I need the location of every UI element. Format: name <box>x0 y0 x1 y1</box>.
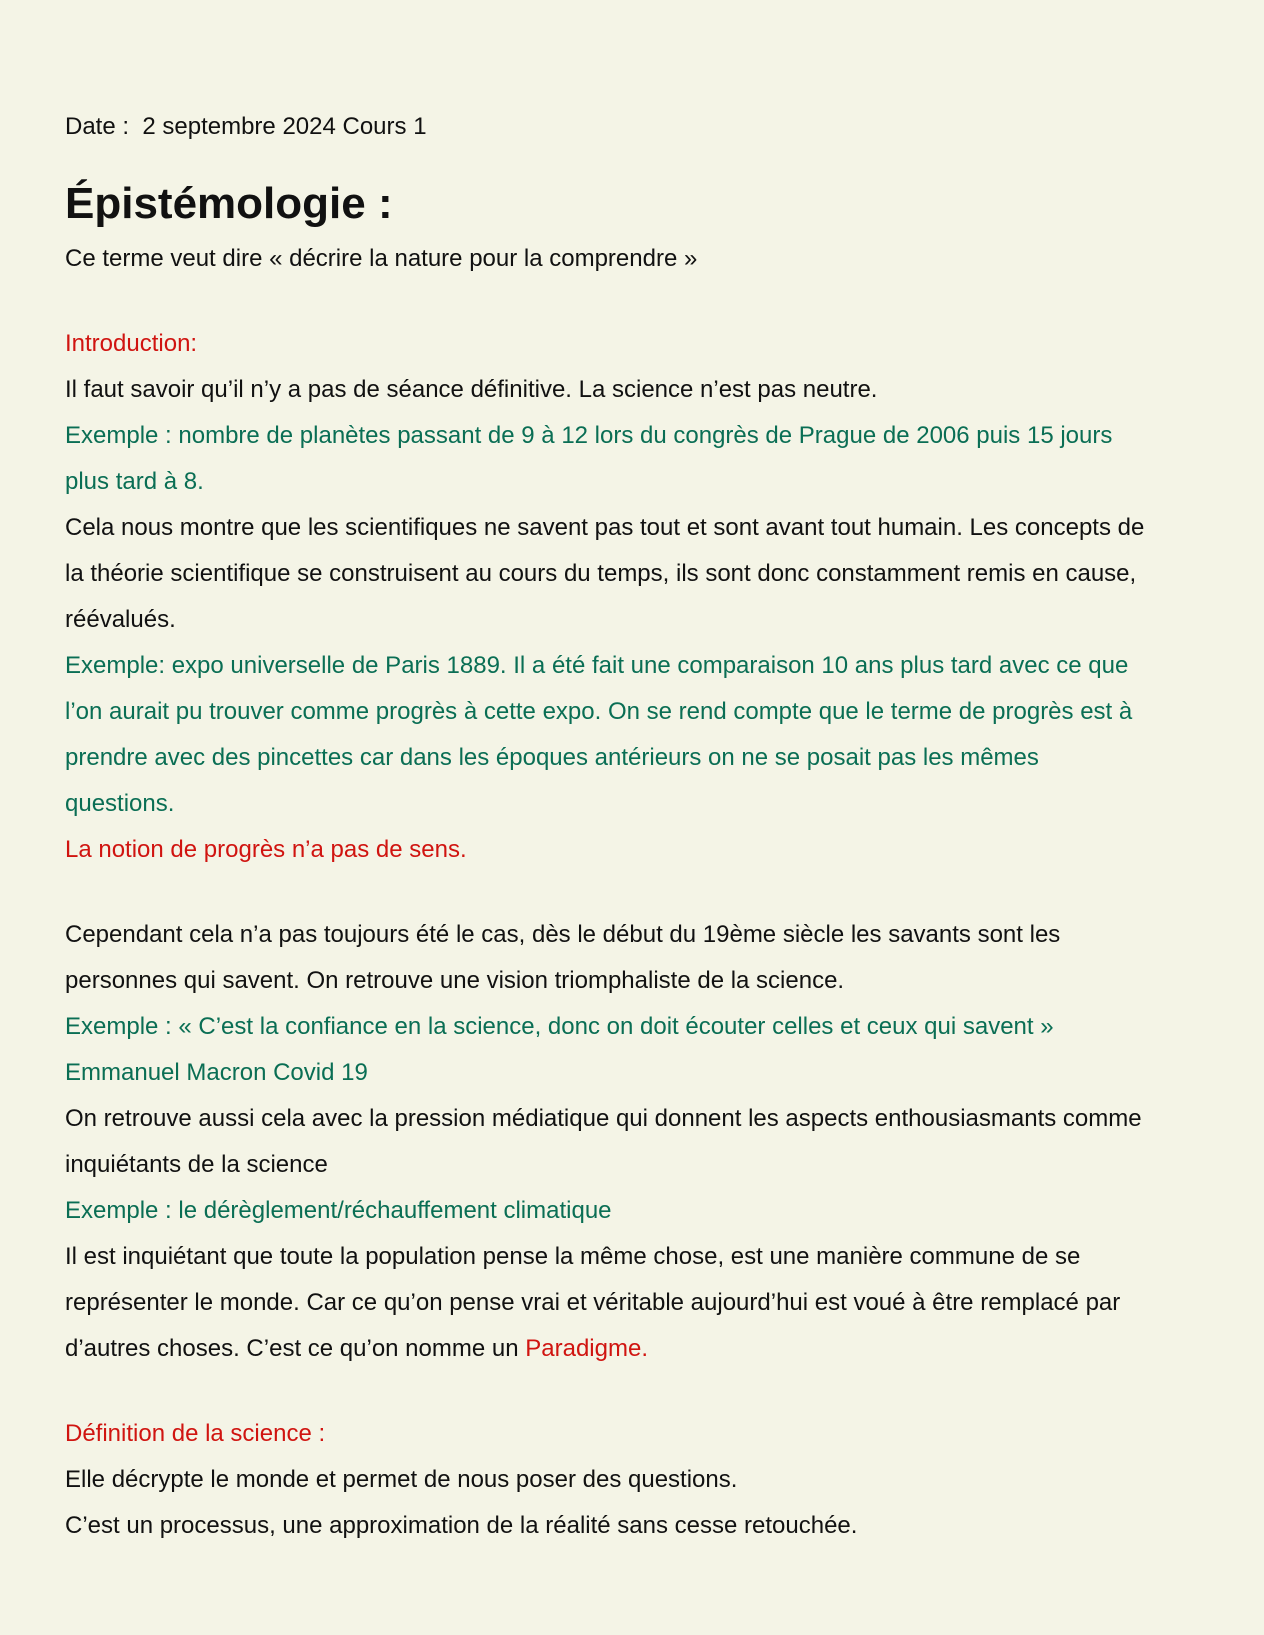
paragraph-paradigme <box>65 1234 1150 1372</box>
paragraph-definition-2: C’est un processus, une approximation de la réalité sans cesse retouchée. <box>65 1512 858 1539</box>
red-note-progres: La notion de progrès n’a pas de sens. <box>65 836 467 863</box>
paragraph-definition-1: Elle décrypte le monde et permet de nous poser des questions. <box>65 1466 738 1493</box>
paragraph-intro-1: Il faut savoir qu’il n’y a pas de séance définitive. La science n’est pas neutre. <box>65 376 878 403</box>
example-note-macron-attribution: Emmanuel Macron Covid 19 <box>65 1059 368 1086</box>
example-note-planets: Exemple : nombre de planètes passant de 9 à 12 lors du congrès de Prague de 2006 puis 15 jours plus tard à 8. <box>65 422 1120 495</box>
page-title: Épistémologie : <box>65 179 393 228</box>
example-note-macron-quote: Exemple : « C’est la confiance en la science, donc on doit écouter celles et ceux qui savent » <box>65 1013 1054 1040</box>
subtitle: Ce terme veut dire « décrire la nature pour la comprendre » <box>65 245 698 272</box>
example-note-expo-1889: Exemple: expo universelle de Paris 1889. Il a été fait une comparaison 10 ans plus tard avec ce que l’on aurait pu trouver comme progrès à cette expo. On se rend compte que le terme de progrès est à prendre avec des pincettes car dans les époques antérieurs on ne se posait pas les mêmes questions. <box>65 652 1139 817</box>
section-heading-definition: Définition de la science : <box>65 1420 326 1447</box>
paragraph-paradigme-black-text: Il est inquiétant que toute la population pense la même chose, est une manière commune de se représenter le monde. Car ce qu’on pense vrai et véritable aujourd’hui est voué à être remplacé par d’autres choses. C’est ce qu’on nomme un <box>65 1243 1127 1362</box>
date-line: Date : 2 septembre 2024 Cours 1 <box>65 113 427 140</box>
text-column <box>65 104 1150 1549</box>
paragraph-intro-2: Cela nous montre que les scientifiques ne savent pas tout et sont avant tout humain. Les concepts de la théorie scientifique se construisent au cours du temps, ils sont donc constamment remis en cause, réévalués. <box>65 514 1152 633</box>
paragraph-cependant: Cependant cela n’a pas toujours été le cas, dès le début du 19ème siècle les savants sont les personnes qui savent. On retrouve une vision triomphaliste de la science. <box>65 921 1067 994</box>
paragraph-pression-mediatique: On retrouve aussi cela avec la pression médiatique qui donnent les aspects enthousiasmants comme inquiétants de la science <box>65 1105 1149 1178</box>
paradigme-red-text: Paradigme. <box>525 1335 648 1362</box>
section-heading-introduction: Introduction: <box>65 330 198 357</box>
example-note-climat: Exemple : le dérèglement/réchauffement climatique <box>65 1197 612 1224</box>
